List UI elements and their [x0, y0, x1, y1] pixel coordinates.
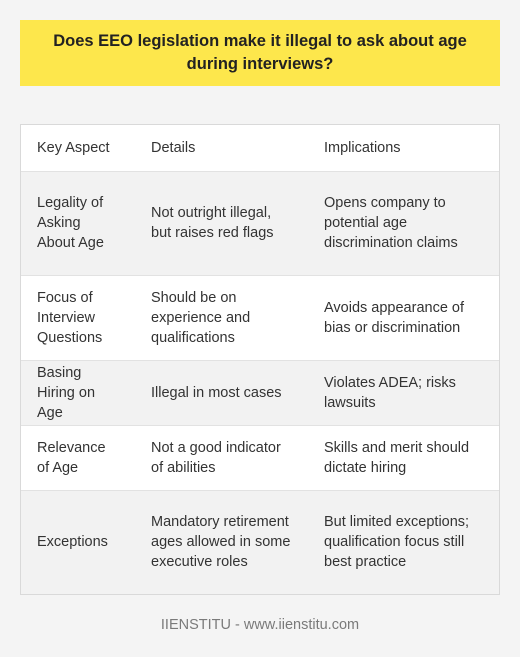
cell-details: Not a good indicator of abilities	[151, 439, 281, 476]
cell-details: Illegal in most cases	[151, 384, 282, 401]
header-implications: Implications	[324, 139, 401, 156]
title-banner	[20, 20, 500, 86]
cell-key-aspect: Legality of Asking About Age	[37, 195, 104, 251]
cell-key-aspect: Exceptions	[37, 534, 108, 551]
page-title: Does EEO legislation make it illegal to ask about age during interviews?	[53, 32, 467, 73]
table-row	[21, 490, 499, 594]
table-row	[21, 360, 499, 425]
cell-implications: But limited exceptions; qualification focus still best practice	[324, 514, 470, 571]
cell-implications: Avoids appearance of bias or discrimination	[324, 299, 465, 336]
cell-details: Should be on experience and qualifications	[151, 289, 251, 346]
table-header-row	[21, 125, 499, 171]
cell-implications: Skills and merit should dictate hiring	[324, 439, 470, 476]
cell-details: Mandatory retirement ages allowed in some executive roles	[151, 514, 291, 571]
table-row	[21, 425, 499, 490]
header-details: Details	[151, 139, 196, 156]
cell-key-aspect: Relevance of Age	[37, 439, 106, 476]
table-row	[21, 275, 499, 360]
comparison-table	[20, 124, 500, 595]
cell-implications: Violates ADEA; risks lawsuits	[324, 374, 456, 411]
cell-implications: Opens company to potential age discrimination claims	[324, 195, 458, 251]
cell-key-aspect: Basing Hiring on Age	[37, 364, 96, 421]
header-key-aspect: Key Aspect	[37, 139, 110, 156]
cell-key-aspect: Focus of Interview Questions	[37, 289, 103, 346]
table-row	[21, 171, 499, 275]
footer-credit: IIENSTITU - www.iienstitu.com	[160, 617, 360, 633]
cell-details: Not outright illegal, but raises red flags	[151, 205, 274, 241]
